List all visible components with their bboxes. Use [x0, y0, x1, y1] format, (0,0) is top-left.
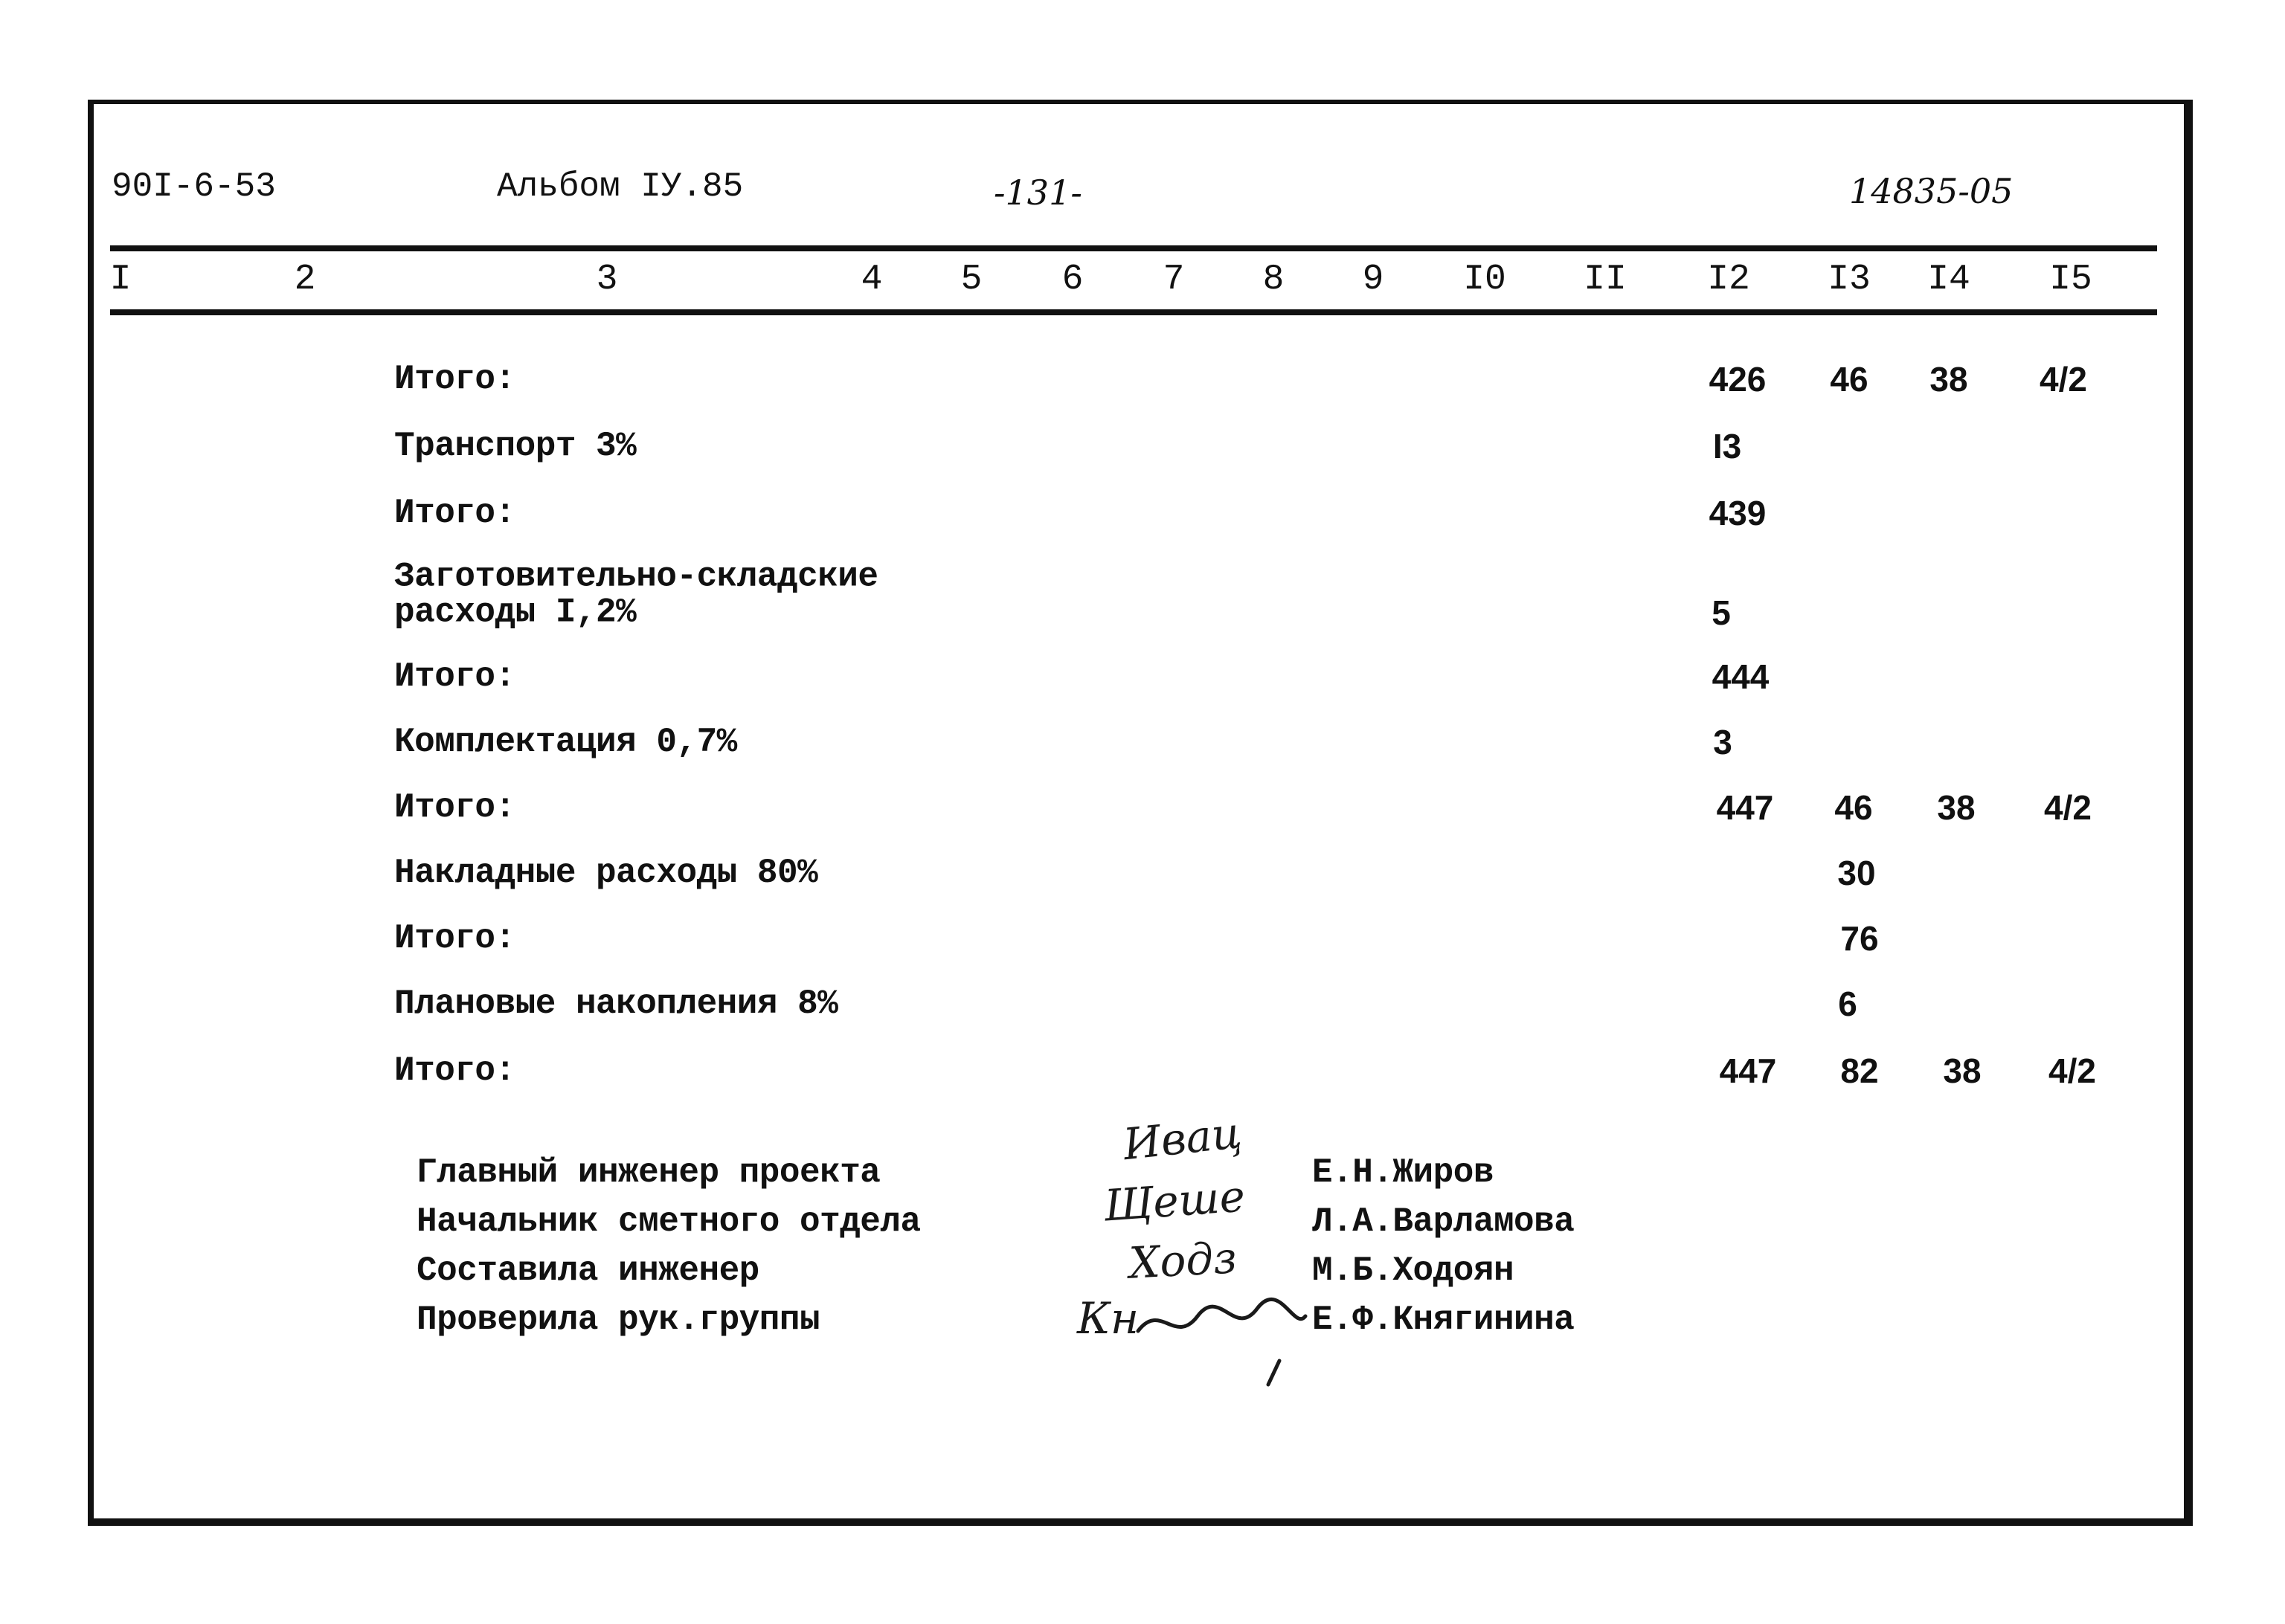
column-number: I4 — [1927, 260, 1970, 300]
cell-col14: 38 — [1943, 1051, 1982, 1090]
row-label: Комплектация 0,7% — [394, 722, 737, 761]
signature-role: Начальник сметного отдела — [417, 1202, 921, 1241]
cell-col13: 82 — [1840, 1051, 1879, 1090]
signatory-name: Е.Н.Жиров — [1312, 1153, 1494, 1192]
cell-col13: 30 — [1837, 854, 1876, 892]
column-number: 2 — [294, 260, 316, 300]
row-label: Итого: — [394, 1051, 515, 1090]
column-number: 9 — [1362, 260, 1384, 300]
doc-code: 90I-6-53 — [112, 167, 276, 206]
column-number: 6 — [1061, 260, 1084, 300]
column-number: 5 — [960, 260, 983, 300]
signature-role: Составила инженер — [417, 1251, 759, 1290]
column-number: I5 — [2049, 260, 2092, 300]
row-label: Плановые накопления 8% — [394, 984, 838, 1023]
cell-col13: 6 — [1838, 985, 1857, 1023]
column-number: 4 — [861, 260, 883, 300]
page-mark: -131- — [994, 173, 1082, 213]
signatory-name: Е.Ф.Княгинина — [1312, 1301, 1575, 1339]
handwritten-signature: Ивац — [1120, 1106, 1244, 1170]
column-number: 3 — [596, 260, 618, 300]
cell-col15: 4/2 — [2044, 788, 2092, 827]
cell-col13: 46 — [1834, 788, 1873, 827]
album-title: Альбом IУ.85 — [497, 167, 744, 206]
cell-col12: 447 — [1719, 1051, 1777, 1090]
handwritten-signature: Кн — [1077, 1293, 1140, 1344]
header-bottom-rule — [110, 309, 2157, 315]
cell-col13: 46 — [1830, 360, 1868, 399]
row-label: Итого: — [394, 787, 515, 827]
cell-col12: 439 — [1709, 494, 1767, 532]
doc-number: 14835-05 — [1849, 171, 2014, 211]
column-number: 7 — [1163, 260, 1185, 300]
row-label: Заготовительно-складские расходы I,2% — [394, 557, 878, 632]
column-number: 8 — [1262, 260, 1285, 300]
column-number: I3 — [1828, 260, 1871, 300]
signature-flourish — [1131, 1286, 1317, 1391]
row-label: Итого: — [394, 918, 515, 958]
handwritten-signature: Щеше — [1102, 1170, 1247, 1231]
cell-col12: 3 — [1713, 723, 1732, 761]
cell-col14: 38 — [1929, 360, 1968, 399]
signatory-name: М.Б.Ходоян — [1312, 1251, 1514, 1290]
column-number: I2 — [1707, 260, 1750, 300]
cell-col15: 4/2 — [2040, 360, 2087, 399]
cell-col12: 444 — [1712, 657, 1770, 696]
cell-col14: 38 — [1937, 788, 1976, 827]
cell-col12: 5 — [1712, 593, 1731, 632]
cell-col12: 447 — [1716, 788, 1774, 827]
signatory-name: Л.А.Варламова — [1312, 1202, 1575, 1241]
cell-col15: 4/2 — [2048, 1051, 2096, 1090]
cell-col12: I3 — [1712, 427, 1742, 465]
row-label: Итого: — [394, 493, 515, 532]
cell-col12: 426 — [1709, 360, 1767, 399]
header-top-rule — [110, 245, 2157, 251]
column-number: I0 — [1463, 260, 1506, 300]
handwritten-signature: Ходз — [1128, 1232, 1238, 1289]
column-number: I — [109, 260, 132, 300]
signature-role: Проверила рук.группы — [417, 1301, 820, 1339]
row-label: Итого: — [394, 359, 515, 399]
column-number: II — [1584, 260, 1627, 300]
signature-role: Главный инженер проекта — [417, 1153, 881, 1192]
row-label: Накладные расходы 80% — [394, 853, 818, 892]
row-label: Итого: — [394, 657, 515, 696]
row-label: Транспорт 3% — [394, 426, 637, 465]
cell-col13: 76 — [1840, 919, 1879, 958]
